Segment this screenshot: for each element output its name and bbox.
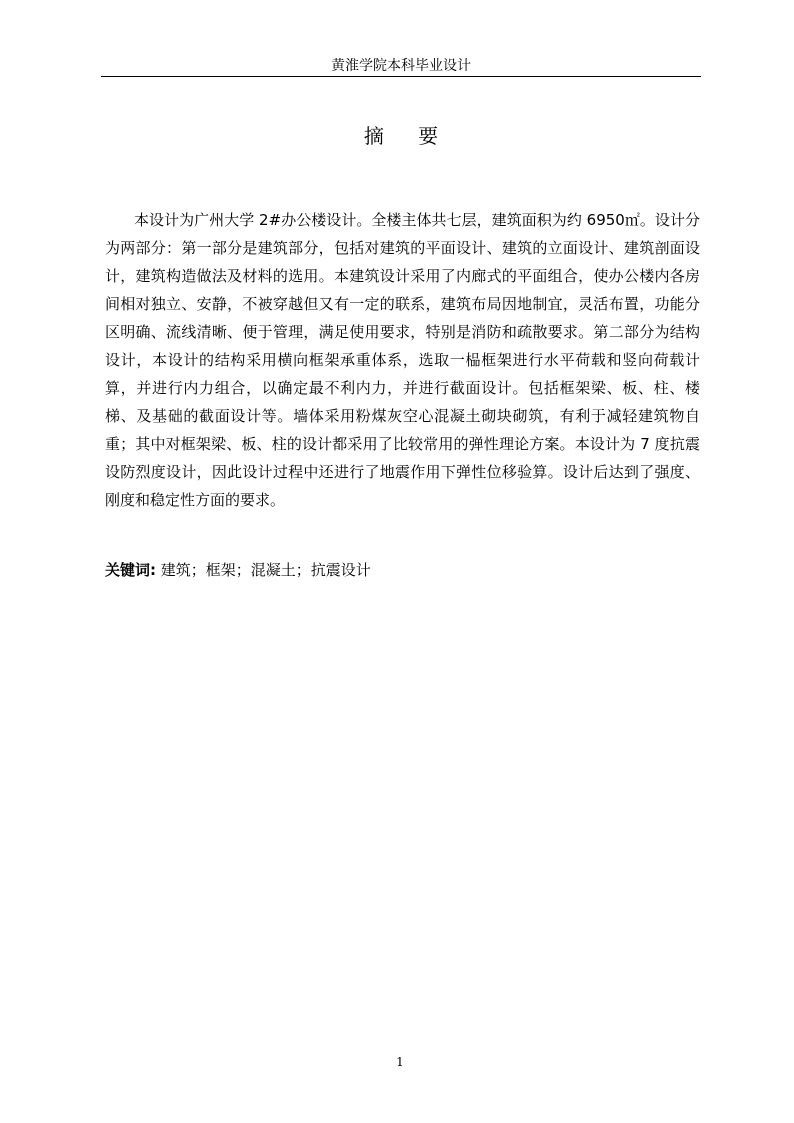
abstract-title: 摘 要 (363, 124, 453, 148)
abstract-body: 本设计为广州大学 2#办公楼设计。全楼主体共七层，建筑面积为约 6950㎡。设计分为两部分：第一部分是建筑部分，包括对建筑的平面设计、建筑的立面设计、建筑剖面设计，建筑构造做法及材料的选用。本建筑设计采用了内廊式的平面组合，使办公楼内各房间相对独立、安静，不被穿越但又有一定的联系，建筑布局因地制宜，灵活布置，功能分区明确、流线清晰、便于管理，满足使用要求，特别是消防和疏散要求。第二部分为结构设计，本设计的结构采用横向框架承重体系，选取一榀框架进行水平荷载和竖向荷载计算，并进行内力组合，以确定最不利内力，并进行截面设计。包括框架梁、板、柱、楼梯、及基础的截面设计等。墙体采用粉煤灰空心混凝土砌块砌筑，有利于减轻建筑物自重；其中对框架梁、板、柱的设计都采用了比较常用的弹性理论方案。本设计为 7 度抗震设防烈度设计，因此设计过程中还进行了地震作用下弹性位移验算。设计后达到了强度、刚度和稳定性方面的要求。 (105, 211, 700, 509)
keywords-label: 关键词: (105, 561, 156, 579)
page-number: 1 (396, 1055, 404, 1069)
keywords-line (105, 556, 700, 584)
page-header: 黄淮学院本科毕业设计 (331, 58, 471, 74)
keywords-value: 建筑；框架；混凝土；抗震设计 (160, 561, 371, 579)
header-rule (101, 76, 701, 77)
